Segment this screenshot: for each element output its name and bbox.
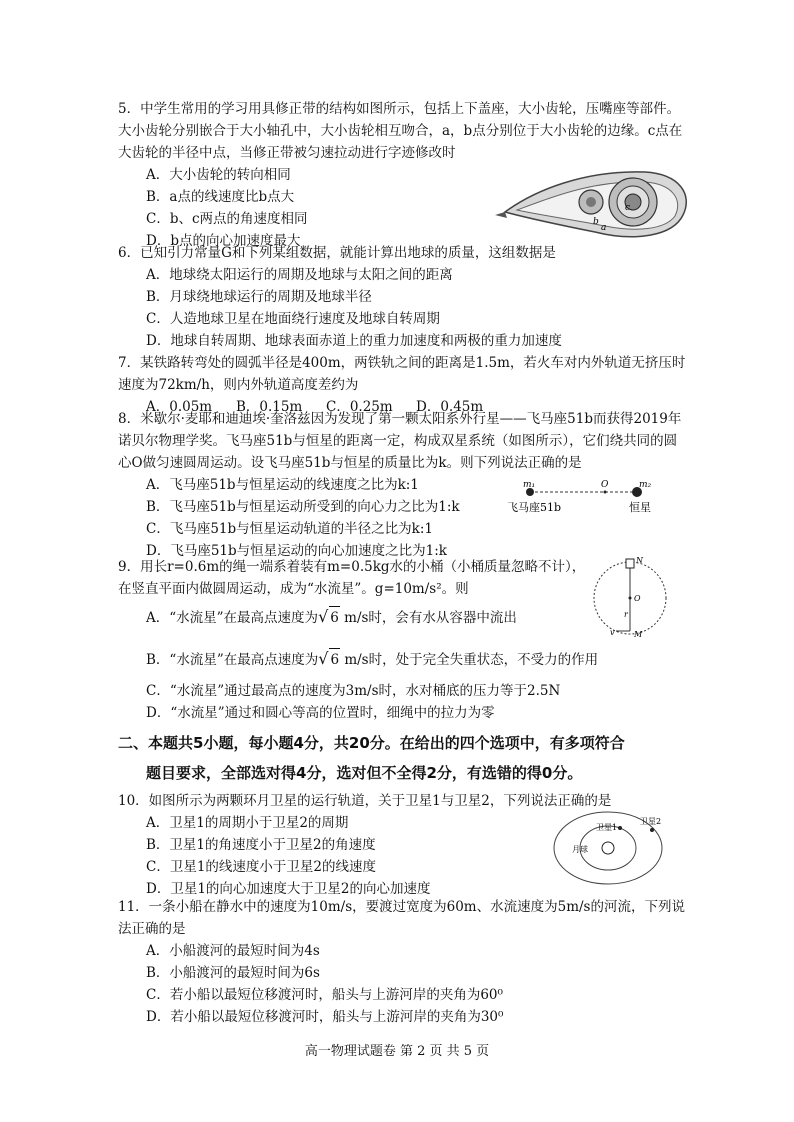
label-moon: 月球	[572, 845, 588, 854]
label-v: v	[610, 628, 615, 637]
question-5-option-d: D．b点的向心加速度最大	[146, 233, 301, 249]
question-10-option-b: B．卫星1的角速度小于卫星2的角速度	[146, 837, 376, 853]
question-11-option-c: C．若小船以最短位移渡河时，船头与上游河岸的夹角为60⁰	[146, 987, 503, 1003]
label-star: 恒星	[629, 501, 651, 514]
question-11-option-d: D．若小船以最短位移渡河时，船头与上游河岸的夹角为30⁰	[146, 1009, 504, 1025]
question-8-option-a: A．飞马座51b与恒星运动的线速度之比为k:1	[146, 477, 419, 493]
question-6-stem: 6．已知引力常量G和下列某组数据，就能计算出地球的质量，这组数据是	[118, 245, 556, 261]
label-satellite-1: 卫星1	[596, 823, 618, 832]
question-10-option-c: C．卫星1的线速度小于卫星2的线速度	[146, 859, 377, 875]
correction-tape-figure	[495, 160, 695, 250]
question-9-stem: 9．用长r=0.6m的绳一端系着装有m=0.5kg水的小桶（小桶质量忽略不计），在竖直平面内做圆周运动，成为“水流星”。g=10m/s²。则	[118, 559, 586, 597]
question-11-stem: 11．一条小船在静水中的速度为10m/s，要渡过宽度为60m、水流速度为5m/s的河流，下列说法正确的是	[118, 899, 685, 937]
question-6-option-b: B．月球绕地球运行的周期及地球半径	[146, 289, 372, 305]
question-10-option-d: D．卫星1的向心加速度大于卫星2的向心加速度	[146, 881, 431, 897]
section-2-heading: 二、本题共5小题，每小题4分，共20分。在给出的四个选项中，有多项符合 题目要求，全部选对得4分，选对但不全得2分，有选错的得0分。	[118, 734, 625, 782]
question-9-option-d: D．“水流星”通过和圆心等高的位置时，细绳中的拉力为零	[146, 705, 495, 721]
label-b: b	[593, 217, 599, 227]
label-m: M	[634, 630, 643, 639]
binary-star-figure	[505, 478, 665, 516]
question-9-option-b: B．“水流星”在最高点速度为√ 6 m/s时，处于完全失重状态，不受力的作用	[118, 648, 678, 671]
question-6-option-d: D．地球自转周期、地球表面赤道上的重力加速度和两极的重力加速度	[146, 333, 562, 349]
label-a: a	[601, 223, 607, 233]
question-5-option-c: C．b、c两点的角速度相同	[146, 211, 308, 227]
question-11-option-b: B．小船渡河的最短时间为6s	[146, 965, 320, 981]
question-7-option-c: C．0.25m	[326, 399, 393, 415]
label-o: O	[601, 480, 609, 490]
label-m2: m₂	[639, 480, 652, 490]
question-11	[118, 896, 688, 1028]
lunar-orbit-figure	[548, 808, 668, 888]
question-9-option-c: C．“水流星”通过最高点的速度为3m/s时，水对桶底的压力等于2.5N	[146, 683, 561, 699]
label-satellite-2: 卫星2	[640, 817, 662, 826]
water-bucket-figure	[590, 555, 670, 639]
question-7-option-d: D．0.45m	[416, 399, 484, 415]
question-5-option-b: B．a点的线速度比b点大	[146, 189, 295, 205]
question-7-option-b: B．0.15m	[236, 399, 303, 415]
question-10-option-a: A．卫星1的周期小于卫星2的周期	[146, 815, 349, 831]
page-footer: 高一物理试题卷 第 2 页 共 5 页	[304, 1044, 490, 1059]
label-m1: m₁	[523, 480, 536, 490]
label-r: r	[624, 610, 628, 619]
label-planet: 飞马座51b	[507, 501, 562, 514]
question-9-option-a: A．“水流星”在最高点速度为√ 6 m/s时，会有水从容器中流出	[118, 606, 678, 629]
question-10-stem: 10．如图所示为两颗环月卫星的运行轨道，关于卫星1与卫星2，下列说法正确的是	[118, 793, 612, 809]
question-6	[118, 242, 688, 352]
question-8-option-b: B．飞马座51b与恒星运动所受到的向心力之比为1:k	[146, 499, 460, 515]
question-9-options-cd	[118, 680, 678, 724]
moon-icon	[602, 842, 614, 854]
question-7-option-a: A．0.05m	[146, 399, 213, 415]
question-8-stem: 8．米歇尔·麦耶和迪迪埃·奎洛兹因为发现了第一颗太阳系外行星——飞马座51b而获得2019年诺贝尔物理学奖。飞马座51b与恒星的距离一定，构成双星系统（如图所示），它们绕共同的圆心O做匀速圆周运动。设飞马座51b与恒星的质量比为k。则下列说法正确的是	[118, 411, 682, 471]
question-7-stem: 7．某铁路转弯处的圆弧半径是400m，两铁轨之间的距离是1.5m，若火车对内外轨道无挤压时速度为72km/h，则内外轨道高度差约为	[118, 355, 686, 393]
question-8-option-c: C．飞马座51b与恒星运动轨道的半径之比为k:1	[146, 521, 433, 537]
question-8-option-d: D．飞马座51b与恒星运动的向心加速度之比为1:k	[146, 543, 447, 559]
question-11-option-a: A．小船渡河的最短时间为4s	[146, 943, 320, 959]
label-n: N	[636, 556, 643, 565]
question-9	[118, 556, 598, 600]
question-6-option-c: C．人造地球卫星在地面绕行速度及地球自转周期	[146, 311, 440, 327]
question-5-stem: 5．中学生常用的学习用具修正带的结构如图所示，包括上下盖座，大小齿轮，压嘴座等部件。大小齿轮分别嵌合于大小轴孔中，大小齿轮相互吻合，a，b点分别位于大小齿轮的边缘。c点在大齿轮的半径中点，当修正带被匀速拉动进行字迹修改时	[118, 101, 683, 161]
label-c: c	[625, 203, 631, 213]
label-o: O	[634, 594, 641, 603]
question-6-option-a: A．地球绕太阳运行的周期及地球与太阳之间的距离	[146, 267, 453, 283]
question-5-option-a: A．大小齿轮的转向相同	[146, 167, 291, 183]
